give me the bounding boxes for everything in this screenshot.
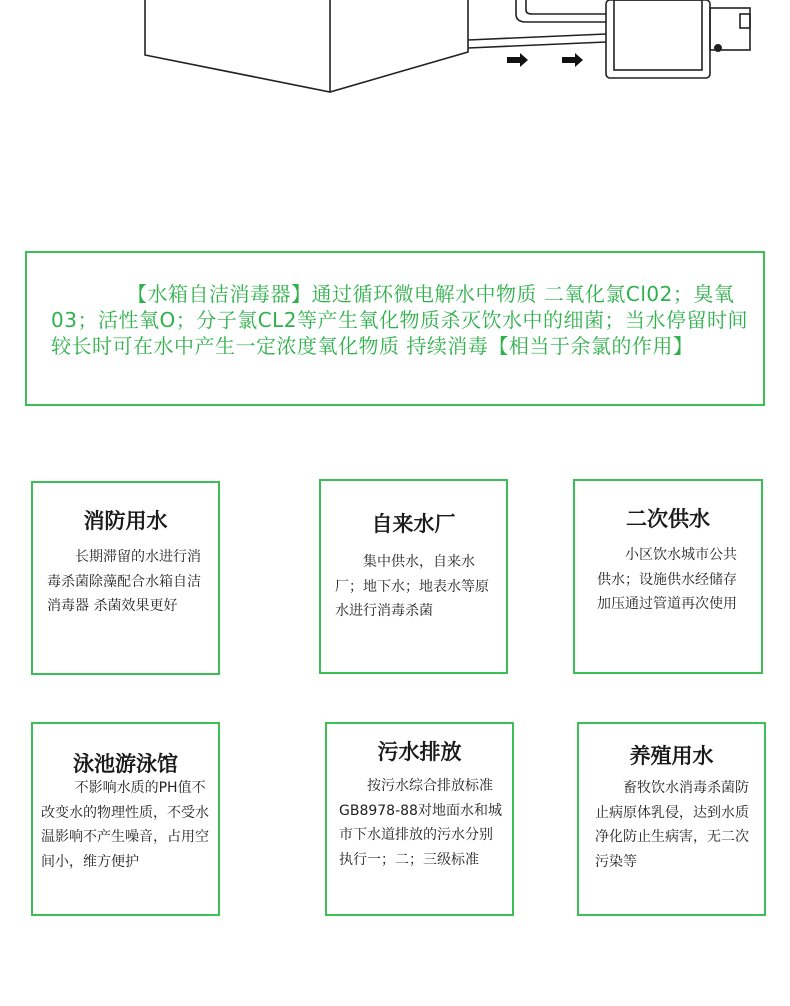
card-body: 集中供水，自来水厂；地下水；地表水等原水进行消毒杀菌	[335, 554, 489, 619]
card-body: 长期滞留的水进行消毒杀菌除藻配合水箱自洁消毒器 杀菌效果更好	[47, 549, 201, 614]
card-aquaculture-water	[577, 722, 766, 916]
intro-text: 【水箱自洁消毒器】通过循环微电解水中物质 二氧化氯Cl02；臭氧03；活性氧O；分子氯CL2等产生氧化物质杀灭饮水中的细菌；当水停留时间较长时可在水中产生一定浓度氧化物质 持续消毒【相当于余氯的作用】	[51, 282, 749, 358]
pipe-return-inner	[526, 0, 606, 14]
pipe-upper	[468, 34, 606, 40]
card-waterworks	[319, 479, 508, 674]
flow-arrows	[507, 53, 583, 67]
card-body: 畜牧饮水消毒杀菌防止病原体乳侵，达到水质净化防止生病害，无二次污染等	[595, 780, 749, 870]
card-secondary-supply	[573, 479, 763, 674]
card-fire-water	[31, 481, 220, 675]
device-knob	[714, 44, 722, 52]
card-title: 消防用水	[83, 509, 168, 533]
flow-arrow-2	[562, 53, 583, 67]
card-body: 不影响水质的PH值不改变水的物理性质，不受水温影响不产生噪音，占用空间小，维方便护	[41, 780, 209, 870]
water-tank-outline	[145, 0, 468, 92]
device-body	[606, 0, 710, 78]
intro-box	[25, 251, 765, 406]
card-title: 自来水厂	[371, 512, 456, 536]
card-title: 养殖用水	[629, 744, 714, 768]
pipe-return-outer	[516, 0, 606, 22]
card-title: 泳池游泳馆	[73, 752, 178, 776]
pipe-lower	[468, 42, 606, 48]
card-title: 污水排放	[377, 740, 462, 764]
device-panel	[614, 0, 702, 70]
device-bracket-tab	[740, 14, 750, 28]
card-body: 按污水综合排放标准GB8978-88对地面水和城市下水道排放的污水分别执行一；二；三级标准	[339, 778, 502, 868]
card-title: 二次供水	[626, 507, 710, 531]
tank-device-diagram	[0, 0, 790, 110]
card-body: 小区饮水城市公共供水；设施供水经储存 加压通过管道再次使用	[597, 547, 737, 612]
card-swimming-pool	[31, 722, 220, 916]
card-sewage-discharge	[325, 722, 514, 916]
flow-arrow-1	[507, 53, 528, 67]
